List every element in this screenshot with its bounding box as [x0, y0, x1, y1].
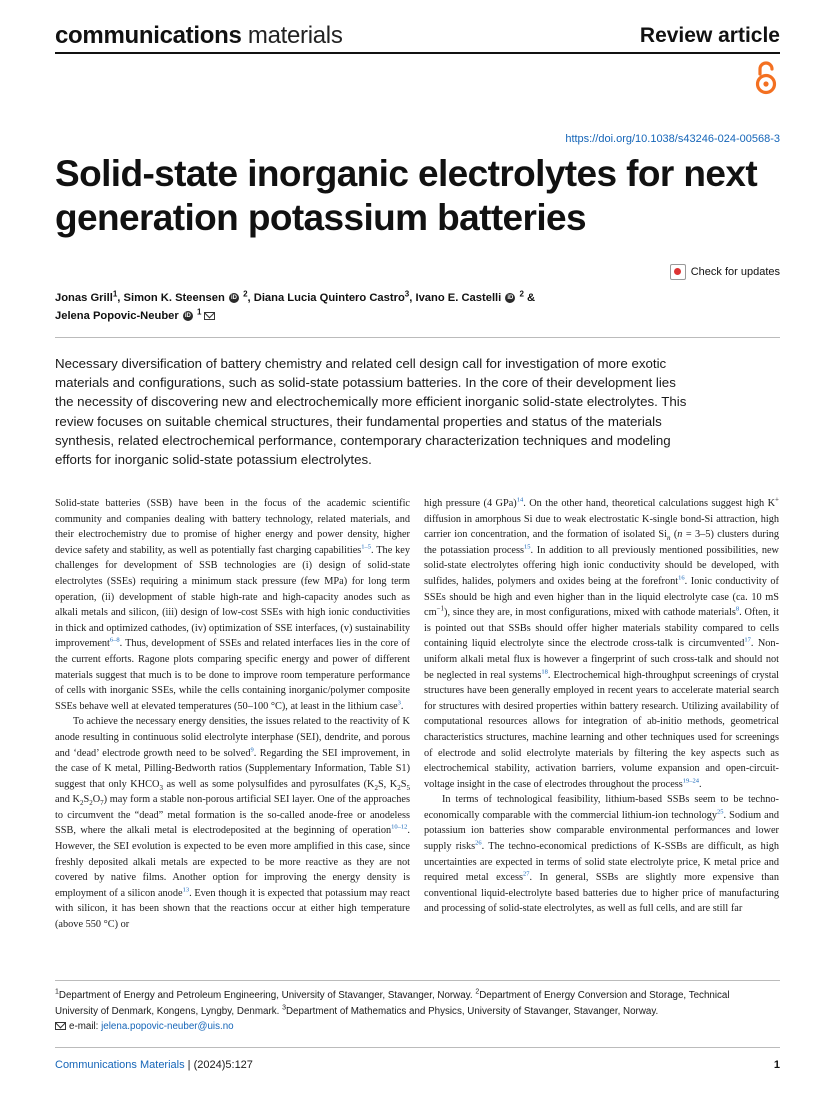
- email-icon: [55, 1022, 66, 1030]
- paragraph: Solid-state batteries (SSB) have been in the focus of the academic scientific community and companies dealing with battery technology, related materials, and their electrochemistry due to promise of higher energy and power density, higher device safety and stability, as well as potentially fast charging capabilities$^{1-5}$. The key challenges for development of SSB technologies are (i) design of solid-state electrolytes (SSEs) requiring a minimum stack pressure (few MPa) for long term operation, (ii) development of stable high-rate and high-capacity anodes such as alkali metals and silicon, (iii) design of low-cost SSEs with high ionic conductivities in thick and optimized cathodes, (iv) optimization of SSE interfaces, (v) sustainability improvement$^{6-8}$. Thus, development of SSEs and related interfaces lies in the core of the current efforts. Ragone plots comparing specific energy and power of different materials suggest that much is to be done to improve room temperature performance of cells with inorganic SSEs, while the cells containing inorganic/polymer composite SSEs behave well at elevated temperatures (50–100 °C), at least in the lithium case$^3$.: [55, 498, 410, 712]
- author-name[interactable]: Ivano E. Castelli iD $^2$: [415, 289, 524, 304]
- citation-link[interactable]: 8: [735, 605, 740, 613]
- author-list: Jonas Grill$^1$, Simon K. Steensen iD $^2$, Diana Lucia Quintero Castro$^3$, Ivano E. Castelli iD $^2$ & Jelena Popovic-Neuber iD $^1$: [55, 289, 536, 322]
- citation-link[interactable]: 19–24: [682, 777, 700, 785]
- citation-link[interactable]: 25: [717, 808, 724, 816]
- paragraph: In terms of technological feasibility, lithium-based SSBs seem to be techno-economically comparable with the commercial lithium-ion technology$^{25}$. Sodium and potassium ion batteries show comparable environmental performances and lower supply risks$^{26}$. The techno-economical predictions of K-SSBs are difficult, as high uncertainties are expected in terms of solid state electrolyte price, K metal price and required metal excess$^{27}$. In general, SSBs are slightly more expensive than conventional liquid-electrolyte based batteries due to higher price of manufacturing and processing of solid-state electrolytes, as well as full cells, and are still far: [424, 794, 779, 915]
- author-name[interactable]: Jonas Grill$^1$: [55, 289, 118, 304]
- journal-name-light: materials: [247, 22, 343, 49]
- author-name[interactable]: Jelena Popovic-Neuber iD $^1$: [55, 310, 215, 322]
- email-link[interactable]: jelena.popovic-neuber@uis.no: [101, 1021, 234, 1032]
- orcid-icon[interactable]: iD: [507, 295, 514, 302]
- citation-link[interactable]: 16: [678, 574, 685, 582]
- body-column-left: [55, 496, 410, 933]
- citation-link[interactable]: 18: [541, 668, 548, 676]
- paragraph: To achieve the necessary energy densities, the issues related to the reactivity of K anode resulting in continuous solid electrolyte interphase (SEI), dendrite, and porous and ‘dead’ electrode growth need to be solved$^9$. Regarding the SEI improvement, in the case of K metal, Pilling-Bedworth ratios (Supplementary Information, Table S1) suggest that only $KHCO_3$ as well as some polysulfides and pyrosulfates ($K_2S$, $K_2S_5$ and $K_2S_2O_7$) may form a stable non-porous artificial SEI layer. One of the approaches to circumvent the “dead” metal formation is the so-called anode-free or anodeless SSB, where the alkali metal is electrodeposited at the beginning of operation$^{10-12}$. However, the SEI evolution is expected to be even more amplified in this case, since freshly deposited alkali metals are expected to be more reactive as they are not covered by native films. Another option for improving the energy density is employment of a silicon anode$^{13}$. Even though it is expected that potassium may react with silicon, it has been shown that the reactions occur at either high temperature (above 550 °C) or: [55, 716, 411, 931]
- check-updates-icon: [670, 264, 686, 280]
- check-updates-label: Check for updates: [690, 266, 780, 278]
- page-number: 1: [773, 1059, 780, 1071]
- affiliation-text: $^1$Department of Energy and Petroleum Engineering, University of Stavanger, Stavanger, Norway. $^2$Department of Energy Conversion and Storage, Technical University of Denmark, Kongens, Lyngby, Denmark. $^3$Department of Mathematics and Physics, University of Stavanger, Stavanger, Norway.: [55, 988, 730, 1017]
- body-column-right: [424, 496, 779, 917]
- header-divider: [55, 52, 780, 54]
- orcid-icon[interactable]: iD: [184, 313, 191, 320]
- affiliations-footnote: [55, 988, 775, 1035]
- citation-link[interactable]: 26: [475, 839, 482, 847]
- author-name[interactable]: Diana Lucia Quintero Castro$^3$: [253, 289, 410, 304]
- orcid-icon[interactable]: iD: [230, 295, 237, 302]
- article-title: Solid-state inorganic electrolytes for next generation potassium batteries: [55, 153, 758, 238]
- article-type: Review article: [639, 24, 780, 47]
- paragraph: high pressure (4 GPa)$^{14}$. On the other hand, theoretical calculations suggest high K+ diffusion in amorphous Si due to weak electrostatic K-single bond-Si attraction, high carrier ion concentration, and the formation of isolated $Si_n$ (n = 3–5) clusters during the potassiation process$^{15}$. In addition to all previously mentioned possibilities, new solid-state electrolytes offering high ionic conductivity should be developed, with sulfides, halides, polymers and oxides being at the forefront$^{16}$. Ionic conductivity of SSEs should be high and even higher than in the liquid electrolyte case (ca. 10 mS $cm^{-1}$), since they are, in most configurations, mixed with cathode materials$^8$. Often, it is pointed out that SSBs should offer higher materials stability compared to cells containing liquid electrolyte since the electrode cross-talk is circumvented$^{17}$. Non-uniform alkali metal flux is however a fingerprint of such cross-talk and should not be neglected in real systems$^{18}$. Electrochemical high-throughput screenings of crystal structures have been generally employed in recent years to accelerate material search for structures with desired properties within battery research. Utilizing availability of computational resources allows for integration of ab-initio methods, geometrical characteristics structures, machine learning and other techniques used for screenings of electrode and solid electrolyte materials by filtering the key aspects such as electrochemical stability, activation barriers, volume expansion and open-circuit-voltage insight in the case of electrodes throughout the process$^{19-24}$.: [424, 495, 780, 790]
- journal-logo: [55, 22, 343, 50]
- citation-link[interactable]: 1–5: [361, 543, 372, 551]
- footer-journal-link[interactable]: Communications Materials: [55, 1059, 185, 1071]
- abstract: Necessary diversification of battery chemistry and related cell design call for investigation of more exotic materials and configurations, such as solid-state potassium batteries. In the core of their development lies the necessity of discovering new and electrochemically more efficient inorganic solid-state electrolytes. This review focuses on suitable chemical structures, their fundamental properties and status of the materials synthesis, related electrochemical performance, contemporary characterization techniques and modeling efforts for inorganic solid-state potassium electrolytes.: [55, 356, 687, 468]
- email-line: e-mail: jelena.popovic-neuber@uis.no: [55, 1019, 775, 1035]
- footer-divider: [55, 1047, 780, 1048]
- journal-name-bold: communications: [55, 22, 242, 49]
- footer-citation: Communications Materials | (2024)5:127: [55, 1059, 253, 1071]
- citation-link[interactable]: 15: [524, 543, 531, 551]
- citation-link[interactable]: 13: [182, 886, 190, 894]
- footnote-divider: [55, 980, 780, 981]
- citation-link[interactable]: 27: [522, 870, 530, 878]
- author-name[interactable]: Simon K. Steensen iD $^2$: [123, 289, 248, 304]
- doi-link[interactable]: https://doi.org/10.1038/s43246-024-00568-3: [565, 133, 780, 145]
- citation-link[interactable]: 6–8: [109, 636, 120, 644]
- email-icon[interactable]: [204, 312, 215, 320]
- check-for-updates-button[interactable]: [670, 264, 780, 280]
- citation-link[interactable]: 14: [516, 496, 524, 504]
- citation-link[interactable]: 9: [250, 746, 254, 754]
- open-access-icon: [752, 60, 780, 96]
- citation-link[interactable]: 10–12: [391, 824, 408, 832]
- citation-link[interactable]: 17: [744, 636, 751, 644]
- abstract-divider: [55, 337, 780, 338]
- citation-link[interactable]: 3: [397, 699, 401, 707]
